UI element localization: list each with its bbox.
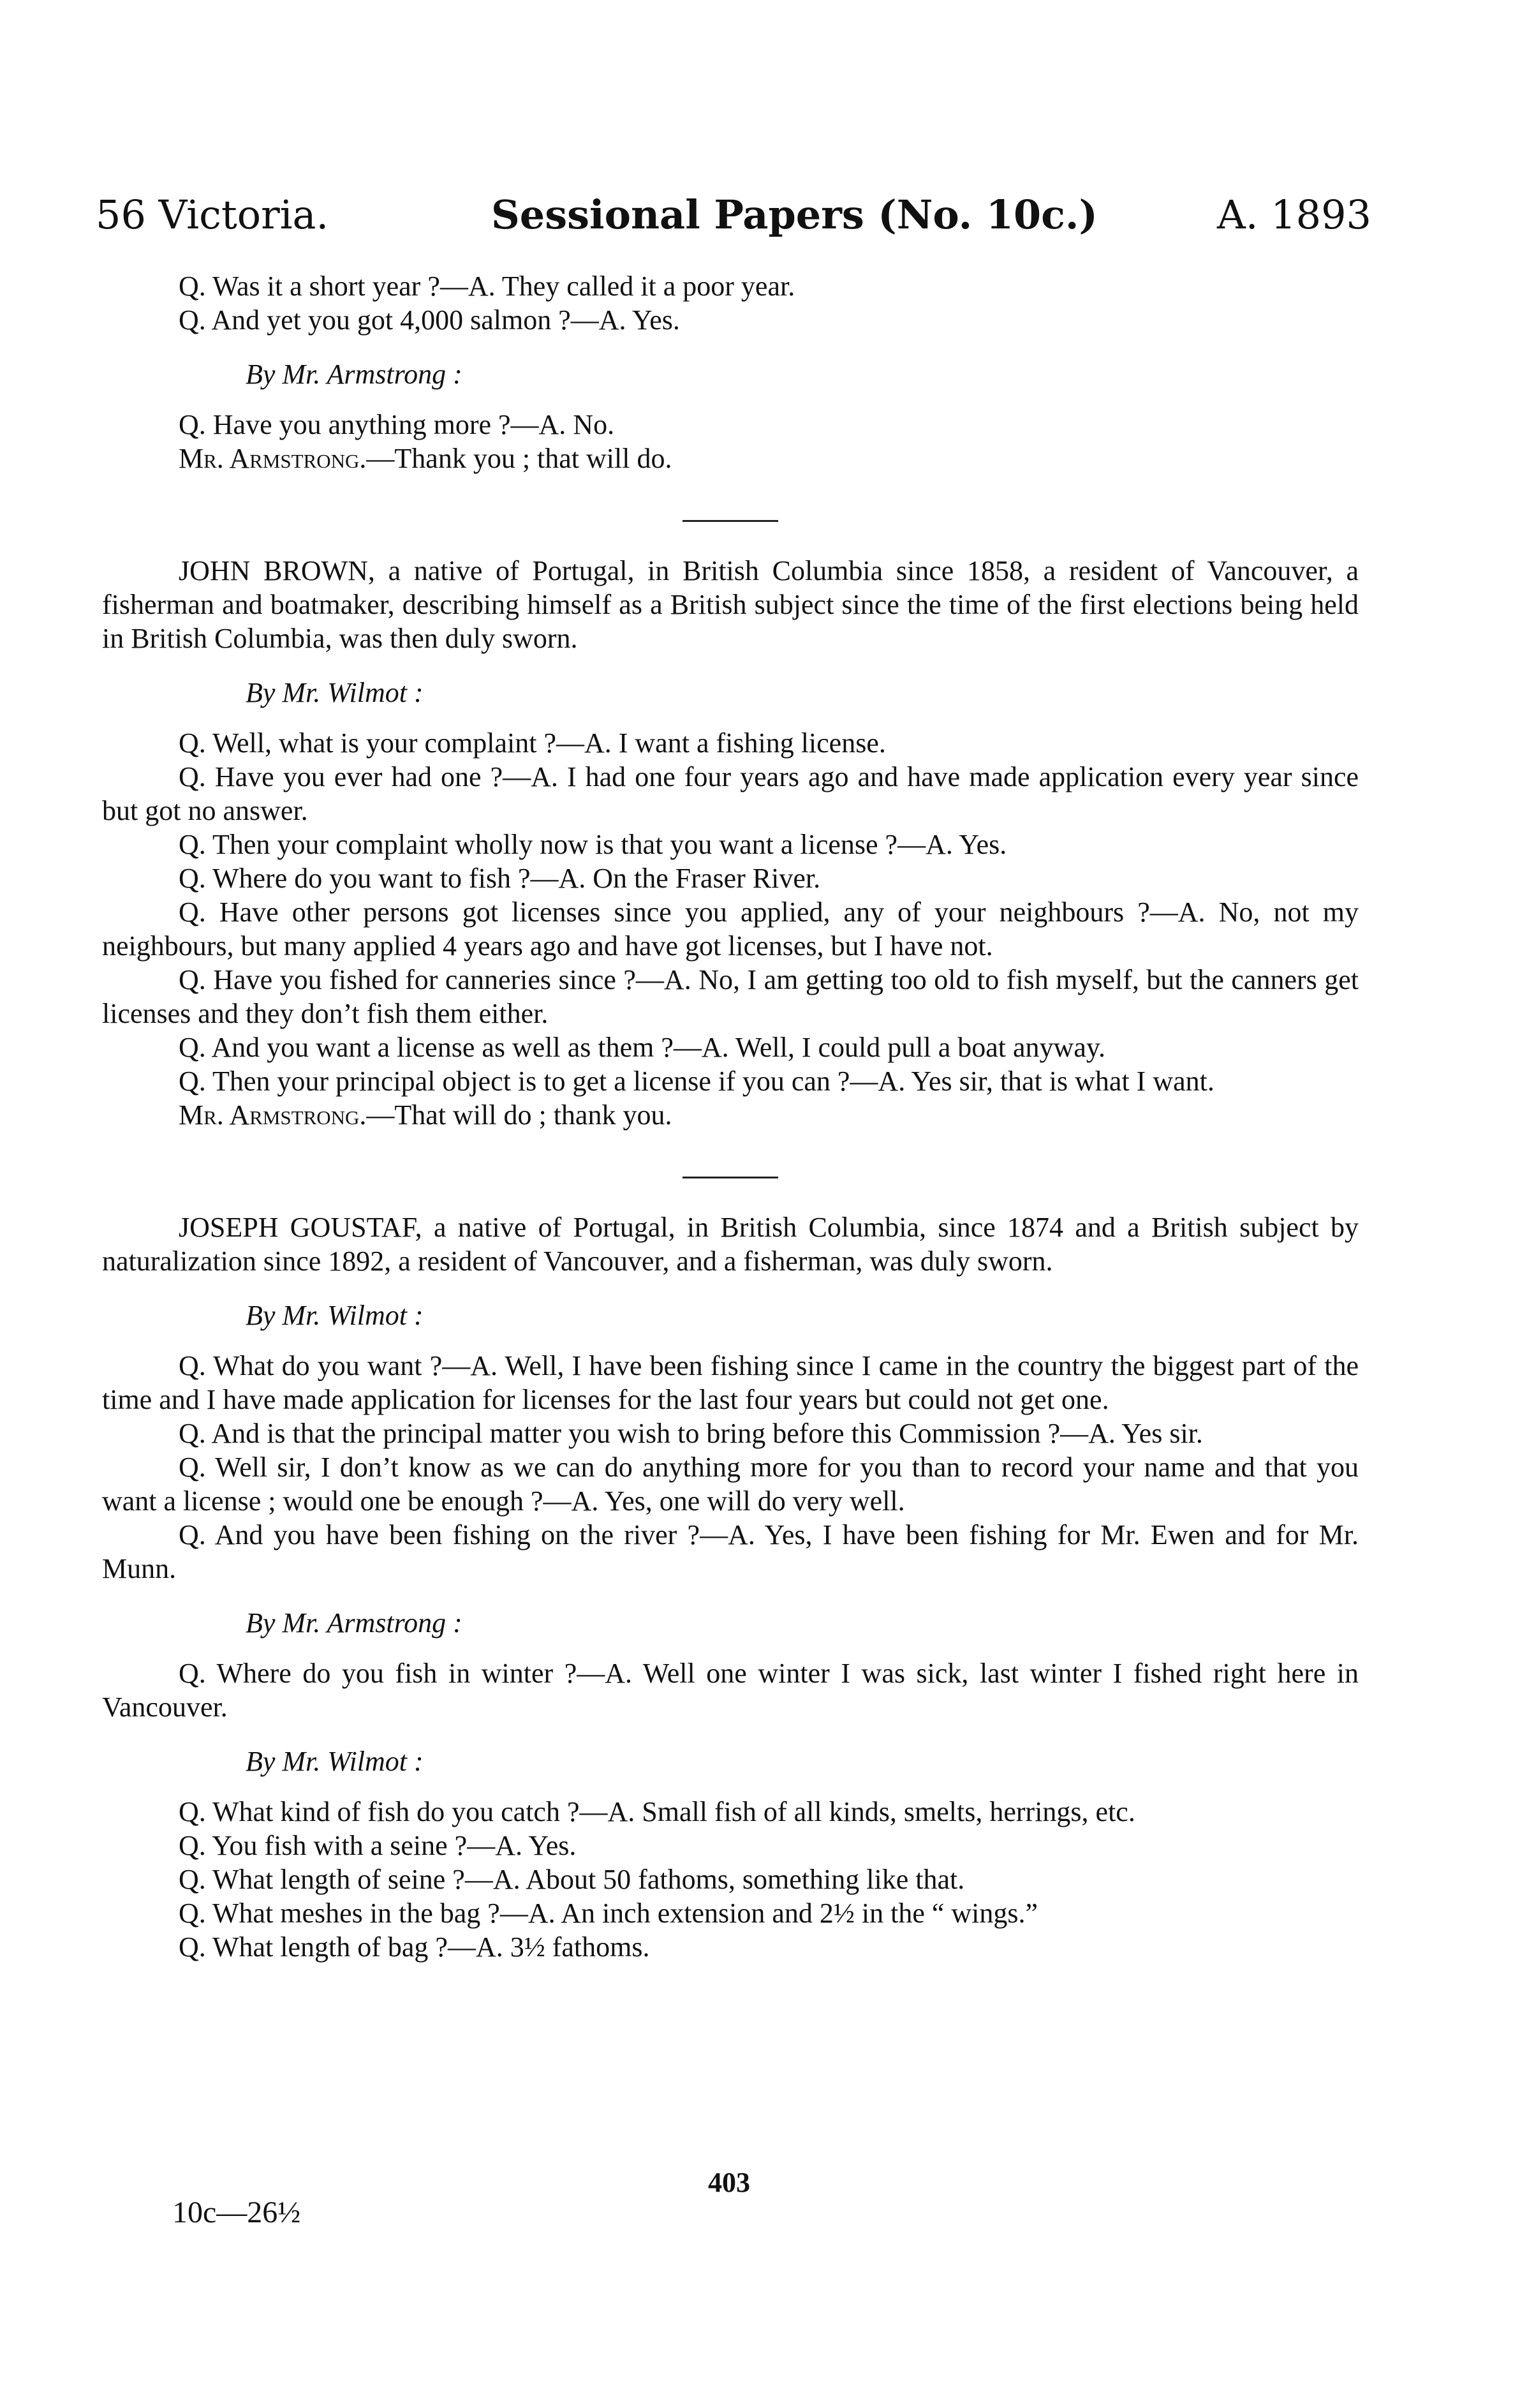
qa-line: Q. What kind of fish do you catch ?—A. Small fish of all kinds, smelts, herrings, etc.	[179, 1796, 1135, 1827]
section-divider	[683, 520, 778, 522]
qa-line: Q. Where do you want to fish ?—A. On the Fraser River.	[179, 863, 821, 894]
qa-line: Q. And yet you got 4,000 salmon ?—A. Yes.	[179, 304, 680, 336]
qa-line: Q. And you want a license as well as them ?—A. Well, I could pull a boat anyway.	[179, 1032, 1105, 1063]
examiner-heading: By Mr. Wilmot :	[246, 1300, 424, 1331]
header-title: Sessional Papers (No. 10c.)	[491, 191, 1098, 238]
section-divider	[683, 1177, 778, 1178]
qa-line: Q. Where do you fish in winter ?—A. Well one winter I was sick, last winter I fished right here in Vancouver.	[102, 1658, 1359, 1723]
examiner-heading: By Mr. Wilmot :	[246, 1746, 424, 1777]
qa-line: Q. What length of seine ?—A. About 50 fathoms, something like that.	[179, 1864, 965, 1895]
qa-line: Q. Then your complaint wholly now is that you want a license ?—A. Yes.	[179, 829, 1007, 860]
qa-line: Q. And you have been fishing on the river ?—A. Yes, I have been fishing for Mr. Ewen and for Mr. Munn.	[102, 1519, 1359, 1584]
qa-line: Q. Have you anything more ?—A. No.	[179, 409, 615, 440]
closing-line	[102, 442, 1359, 475]
witness-intro: JOHN BROWN, a native of Portugal, in British Columbia since 1858, a resident of Vancouver, a fisherman and boatmaker, describing himself as a British subject since the time of the first elections being held in British Columbia, was then duly sworn.	[102, 555, 1359, 654]
closing-text: —Thank you ; that will do.	[366, 443, 672, 474]
qa-line: Q. Well sir, I don’t know as we can do anything more for you than to record your name and that you want a license ; would one be enough ?—A. Yes, one will do very well.	[102, 1452, 1359, 1517]
qa-line: Q. And is that the principal matter you wish to bring before this Commission ?—A. Yes sir.	[179, 1418, 1203, 1449]
qa-line: Q. Well, what is your complaint ?—A. I want a fishing license.	[179, 727, 886, 759]
examiner-heading: By Mr. Wilmot :	[246, 677, 424, 708]
header-year: A. 1893	[1217, 191, 1371, 238]
page-header	[96, 191, 1371, 255]
qa-line: Q. Have you ever had one ?—A. I had one four years ago and have made application every year since but got no answer.	[102, 761, 1359, 826]
qa-line: Q. What meshes in the bag ?—A. An inch extension and 2½ in the “ wings.”	[179, 1898, 1038, 1929]
examiner-heading: By Mr. Armstrong :	[246, 359, 462, 390]
qa-line: Q. Have other persons got licenses since you applied, any of your neighbours ?—A. No, not my neighbours, but many applied 4 years ago and have got licenses, but I have not.	[102, 896, 1359, 962]
examiner-heading: By Mr. Armstrong :	[246, 1607, 462, 1639]
closing-text: —That will do ; thank you.	[366, 1099, 672, 1131]
qa-line: Q. What do you want ?—A. Well, I have been fishing since I came in the country the biggest part of the time and I have made application for licenses for the last four years but could not get one.	[102, 1350, 1359, 1415]
header-volume: 56 Victoria.	[96, 191, 329, 238]
speaker-name: Mr. Armstrong.	[179, 1099, 367, 1131]
speaker-name: Mr. Armstrong.	[179, 443, 367, 474]
qa-line: Q. Have you fished for canneries since ?—A. No, I am getting too old to fish myself, but the canners get licenses and they don’t fish them either.	[102, 964, 1359, 1029]
page-number: 403	[708, 2167, 750, 2198]
qa-line: Q. What length of bag ?—A. 3½ fathoms.	[179, 1931, 650, 1963]
witness-intro: JOSEPH GOUSTAF, a native of Portugal, in British Columbia, since 1874 and a British subject by naturalization since 1892, a resident of Vancouver, and a fisherman, was duly sworn.	[102, 1212, 1359, 1277]
signature-code: 10c—26½	[172, 2196, 301, 2229]
document-body	[102, 269, 1359, 1964]
qa-line: Q. You fish with a seine ?—A. Yes.	[179, 1830, 577, 1861]
qa-line: Q. Was it a short year ?—A. They called it a poor year.	[179, 271, 795, 302]
qa-line: Q. Then your principal object is to get a license if you can ?—A. Yes sir, that is what I want.	[179, 1066, 1214, 1097]
closing-line	[102, 1098, 1359, 1132]
